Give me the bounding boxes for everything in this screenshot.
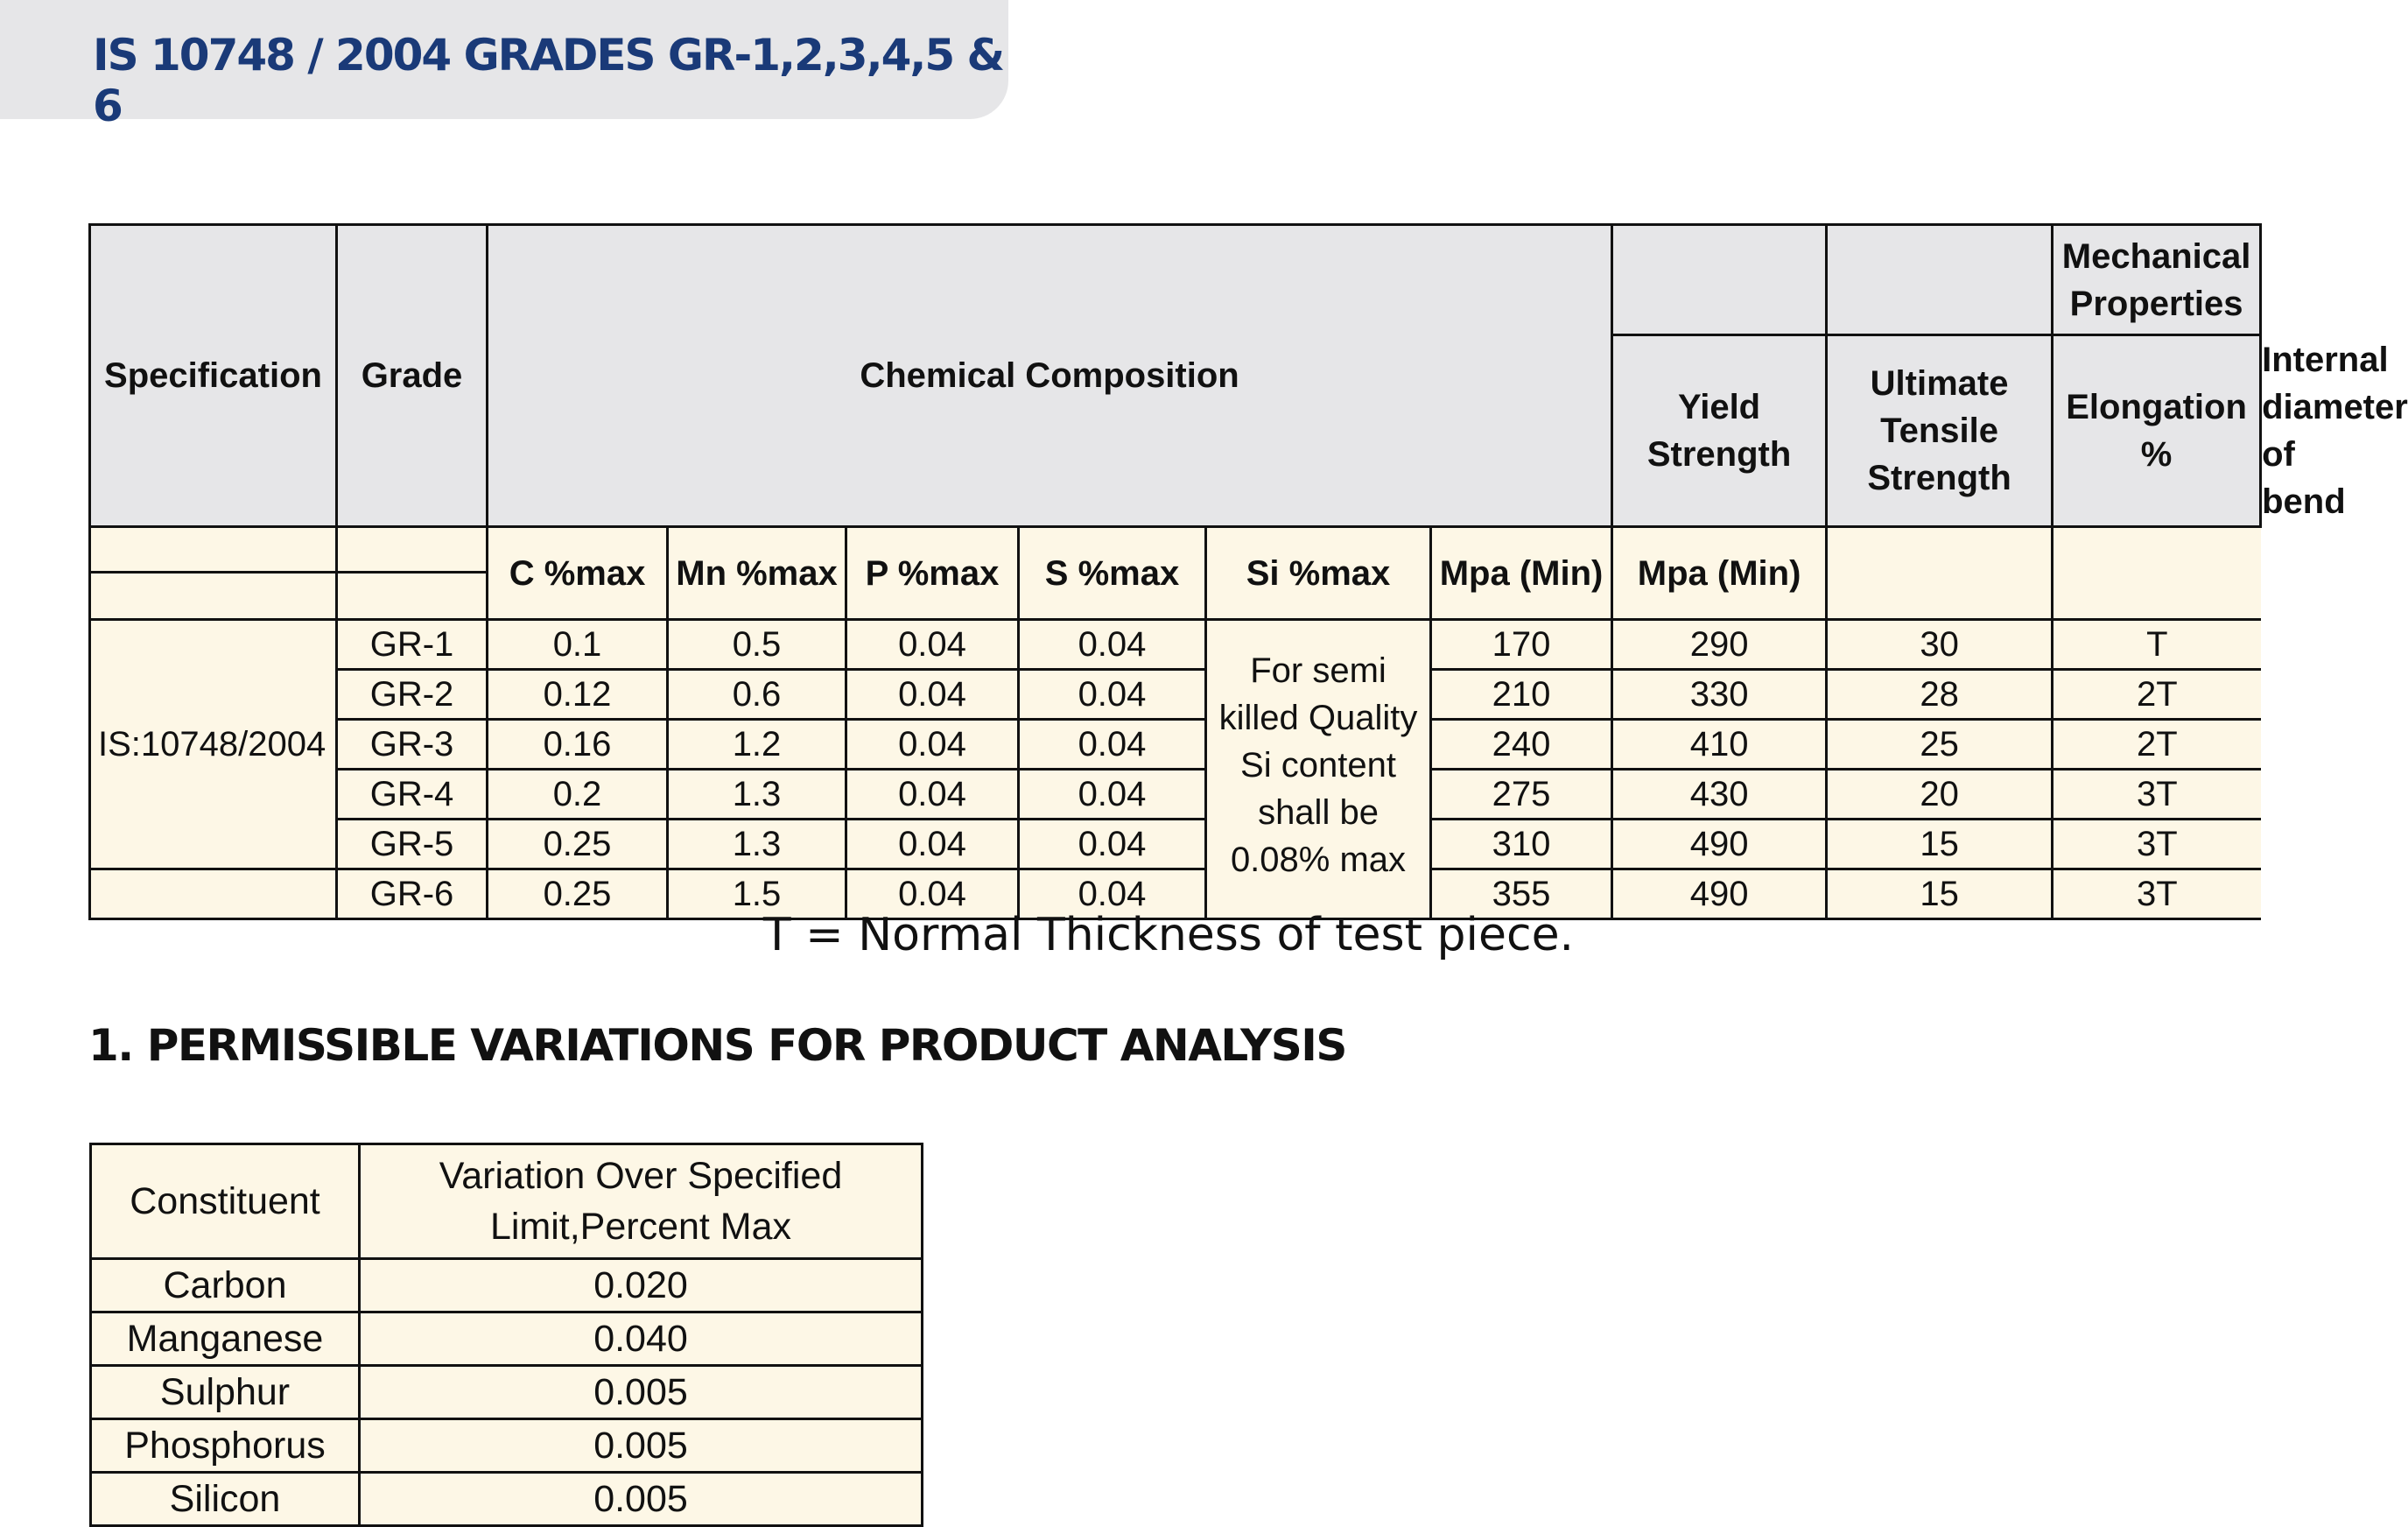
- cell-mn: 1.2: [668, 720, 846, 770]
- header-variation: Variation Over Specified Limit,Percent Max: [360, 1144, 923, 1259]
- cell-p: 0.04: [846, 770, 1019, 820]
- title-banner: [0, 0, 1008, 131]
- page-title: IS 10748 / 2004 GRADES GR-1,2,3,4,5 & 6: [93, 30, 1004, 131]
- cell-c: 0.16: [488, 720, 668, 770]
- cell-uts: 290: [1612, 620, 1827, 670]
- table-row: [91, 1473, 923, 1526]
- cell-variation: 0.040: [360, 1312, 923, 1366]
- cell-variation: 0.005: [360, 1419, 923, 1473]
- cell-yield: 240: [1431, 720, 1612, 770]
- cell-s: 0.04: [1019, 869, 1206, 919]
- table-row: [90, 720, 2261, 770]
- cell-variation: 0.005: [360, 1366, 923, 1419]
- cell-yield: 275: [1431, 770, 1612, 820]
- cell-bend: 2T: [2053, 670, 2261, 720]
- cell-mn: 0.6: [668, 670, 846, 720]
- cell-grade: GR-2: [337, 670, 488, 720]
- unit-uts: Mpa (Min): [1612, 527, 1827, 620]
- cell-bend: 3T: [2053, 869, 2261, 919]
- header-elongation: Elongation %: [2053, 335, 2261, 527]
- cell-s: 0.04: [1019, 620, 1206, 670]
- cell-grade: GR-5: [337, 820, 488, 869]
- table-row: [91, 1366, 923, 1419]
- cell-uts: 490: [1612, 869, 1827, 919]
- cell-p: 0.04: [846, 720, 1019, 770]
- cell-elongation: 15: [1827, 820, 2053, 869]
- cell-mn: 1.3: [668, 770, 846, 820]
- unit-p: P %max: [846, 527, 1019, 620]
- cell-bend: T: [2053, 620, 2261, 670]
- cell-p: 0.04: [846, 869, 1019, 919]
- table-row: [90, 620, 2261, 670]
- cell-mn: 1.3: [668, 820, 846, 869]
- cell-s: 0.04: [1019, 670, 1206, 720]
- table-row: [91, 1259, 923, 1312]
- cell-grade: GR-3: [337, 720, 488, 770]
- si-note: For semi killed Quality Si content shall be 0.08% max: [1206, 620, 1431, 919]
- table-row: [90, 770, 2261, 820]
- cell-p: 0.04: [846, 820, 1019, 869]
- table-row: [91, 1419, 923, 1473]
- header-ultimate-tensile-strength: Ultimate Tensile Strength: [1827, 335, 2053, 527]
- cell-c: 0.2: [488, 770, 668, 820]
- cell-p: 0.04: [846, 620, 1019, 670]
- specification-value: IS:10748/2004: [90, 620, 337, 869]
- unit-c: C %max: [488, 527, 668, 620]
- cell-elongation: 28: [1827, 670, 2053, 720]
- cell-bend: 3T: [2053, 770, 2261, 820]
- header-constituent: Constituent: [91, 1144, 360, 1259]
- unit-s: S %max: [1019, 527, 1206, 620]
- table-row: [90, 820, 2261, 869]
- cell-uts: 330: [1612, 670, 1827, 720]
- units-blank-grade-1: [337, 527, 488, 573]
- cell-yield: 210: [1431, 670, 1612, 720]
- cell-constituent: Sulphur: [91, 1366, 360, 1419]
- grades-spec-table: Specification Grade Chemical Composition Mechanical Properties Yield Strength Ultimate Tensile Strength Elongation % Internal diameter of bend C %max Mn %max P %max S %max Si %max Mpa (Min) Mpa (Min) IS:10748/2004 GR-1 0.1 0.5 0.04 0.04 For semi killed Quality Si content shall be 0.08% max 170 290 30 T GR-2 0.12 0.6 0.04 0.04 210 330 28 2T GR-3 0.16 1.2 0.04 0.04 240 410 25 2T GR-4 0.2 1.3 0.04 0.04 275 430 20 3T GR-5 0.25 1.3 0.04 0.04 310 490 15 3T GR-6 0.25 1.5 0.04 0.04 355 490 15 3T: [88, 223, 2261, 920]
- header-grade: Grade: [337, 225, 488, 527]
- cell-variation: 0.005: [360, 1473, 923, 1526]
- header-blank-yield: [1612, 225, 1827, 335]
- variation-table: [89, 1143, 923, 1527]
- cell-yield: 355: [1431, 869, 1612, 919]
- header-specification: Specification: [90, 225, 337, 527]
- cell-grade: GR-6: [337, 869, 488, 919]
- cell-c: 0.25: [488, 820, 668, 869]
- cell-elongation: 20: [1827, 770, 2053, 820]
- cell-uts: 430: [1612, 770, 1827, 820]
- header-yield-strength: Yield Strength: [1612, 335, 1827, 527]
- unit-bend-blank: [2053, 527, 2261, 620]
- cell-variation: 0.020: [360, 1259, 923, 1312]
- units-blank-spec-2: [90, 573, 337, 620]
- thickness-note: T = Normal Thickness of test piece.: [762, 909, 1575, 961]
- cell-c: 0.25: [488, 869, 668, 919]
- unit-yield: Mpa (Min): [1431, 527, 1612, 620]
- cell-bend: 2T: [2053, 720, 2261, 770]
- cell-p: 0.04: [846, 670, 1019, 720]
- cell-mn: 0.5: [668, 620, 846, 670]
- cell-constituent: Silicon: [91, 1473, 360, 1526]
- cell-s: 0.04: [1019, 720, 1206, 770]
- unit-elongation-blank: [1827, 527, 2053, 620]
- unit-si: Si %max: [1206, 527, 1431, 620]
- cell-constituent: Carbon: [91, 1259, 360, 1312]
- table-row: [90, 670, 2261, 720]
- cell-uts: 490: [1612, 820, 1827, 869]
- cell-grade: GR-4: [337, 770, 488, 820]
- table-row: [91, 1312, 923, 1366]
- units-blank-spec-1: [90, 527, 337, 573]
- cell-c: 0.12: [488, 670, 668, 720]
- header-chemical-composition: Chemical Composition: [488, 225, 1612, 527]
- header-blank-uts: [1827, 225, 2053, 335]
- cell-c: 0.1: [488, 620, 668, 670]
- cell-yield: 170: [1431, 620, 1612, 670]
- cell-elongation: 30: [1827, 620, 2053, 670]
- unit-mn: Mn %max: [668, 527, 846, 620]
- cell-constituent: Manganese: [91, 1312, 360, 1366]
- header-mechanical-properties: Mechanical Properties: [2053, 225, 2261, 335]
- units-blank-grade-2: [337, 573, 488, 620]
- cell-uts: 410: [1612, 720, 1827, 770]
- cell-mn: 1.5: [668, 869, 846, 919]
- section-title: 1. PERMISSIBLE VARIATIONS FOR PRODUCT ANALYSIS: [88, 1020, 1346, 1071]
- cell-yield: 310: [1431, 820, 1612, 869]
- cell-constituent: Phosphorus: [91, 1419, 360, 1473]
- cell-s: 0.04: [1019, 770, 1206, 820]
- cell-s: 0.04: [1019, 820, 1206, 869]
- cell-elongation: 25: [1827, 720, 2053, 770]
- cell-bend: 3T: [2053, 820, 2261, 869]
- cell-grade: GR-1: [337, 620, 488, 670]
- cell-elongation: 15: [1827, 869, 2053, 919]
